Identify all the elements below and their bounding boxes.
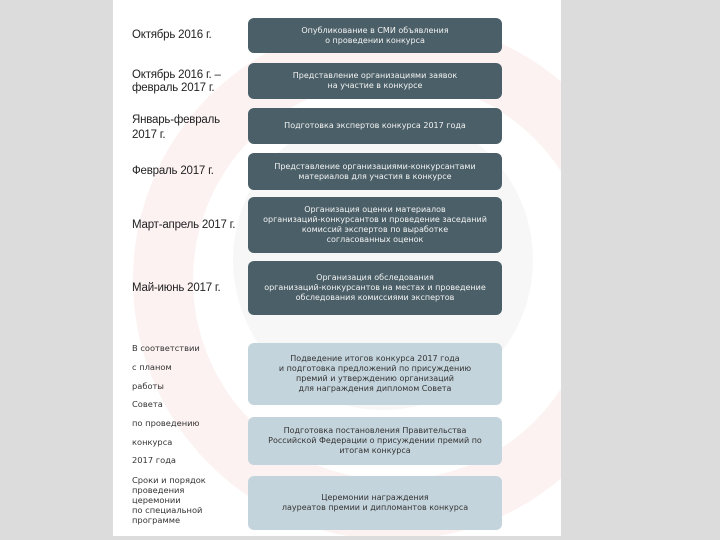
side-line: В соответствии — [132, 343, 200, 353]
stage-box: Подготовка экспертов конкурса 2017 года — [248, 108, 502, 144]
stage-box: Опубликование в СМИ объявления о проведении конкурса — [248, 18, 502, 53]
stage-box: Представление организациями-конкурсантами материалов для участия в конкурсе — [248, 153, 502, 190]
date-label: Май-июнь 2017 г. — [132, 282, 221, 294]
stage-box: Подготовка постановления Правительства Российской Федерации о присуждении премий по итогам конкурса — [248, 417, 502, 465]
stage-box: Церемонии награждения лауреатов премии и дипломантов конкурса — [248, 476, 502, 530]
stage-box: Организация обследования организаций-конкурсантов на местах и проведение обследования комиссиями экспертов — [248, 261, 502, 315]
stage-box: Подведение итогов конкурса 2017 года и подготовка предложений по присуждению премий и утверждению организаций для награждения дипломом Совета — [248, 343, 502, 405]
side-line: конкурса — [132, 437, 173, 447]
side-line: по проведению — [132, 418, 200, 428]
ceremony-note: Сроки и порядок проведения церемонии по специальной программе — [132, 475, 206, 525]
date-label: Октябрь 2016 г. — [132, 29, 212, 41]
date-label: Октябрь 2016 г. – февраль 2017 г. — [132, 69, 221, 94]
side-line: с планом — [132, 362, 172, 372]
stage-box: Организация оценки материалов организаций-конкурсантов и проведение заседаний комиссий экспертов по выработке согласованных оценок — [248, 197, 502, 253]
side-line: 2017 года — [132, 455, 177, 465]
date-label: Январь-февраль 2017 г. — [132, 114, 220, 141]
date-label: Март-апрель 2017 г. — [132, 219, 236, 231]
stage-box: Представление организациями заявок на участие в конкурсе — [248, 63, 502, 99]
side-line: работы — [132, 381, 164, 391]
side-line: Совета — [132, 399, 163, 409]
slide — [113, 0, 561, 536]
date-label: Февраль 2017 г. — [132, 165, 214, 177]
